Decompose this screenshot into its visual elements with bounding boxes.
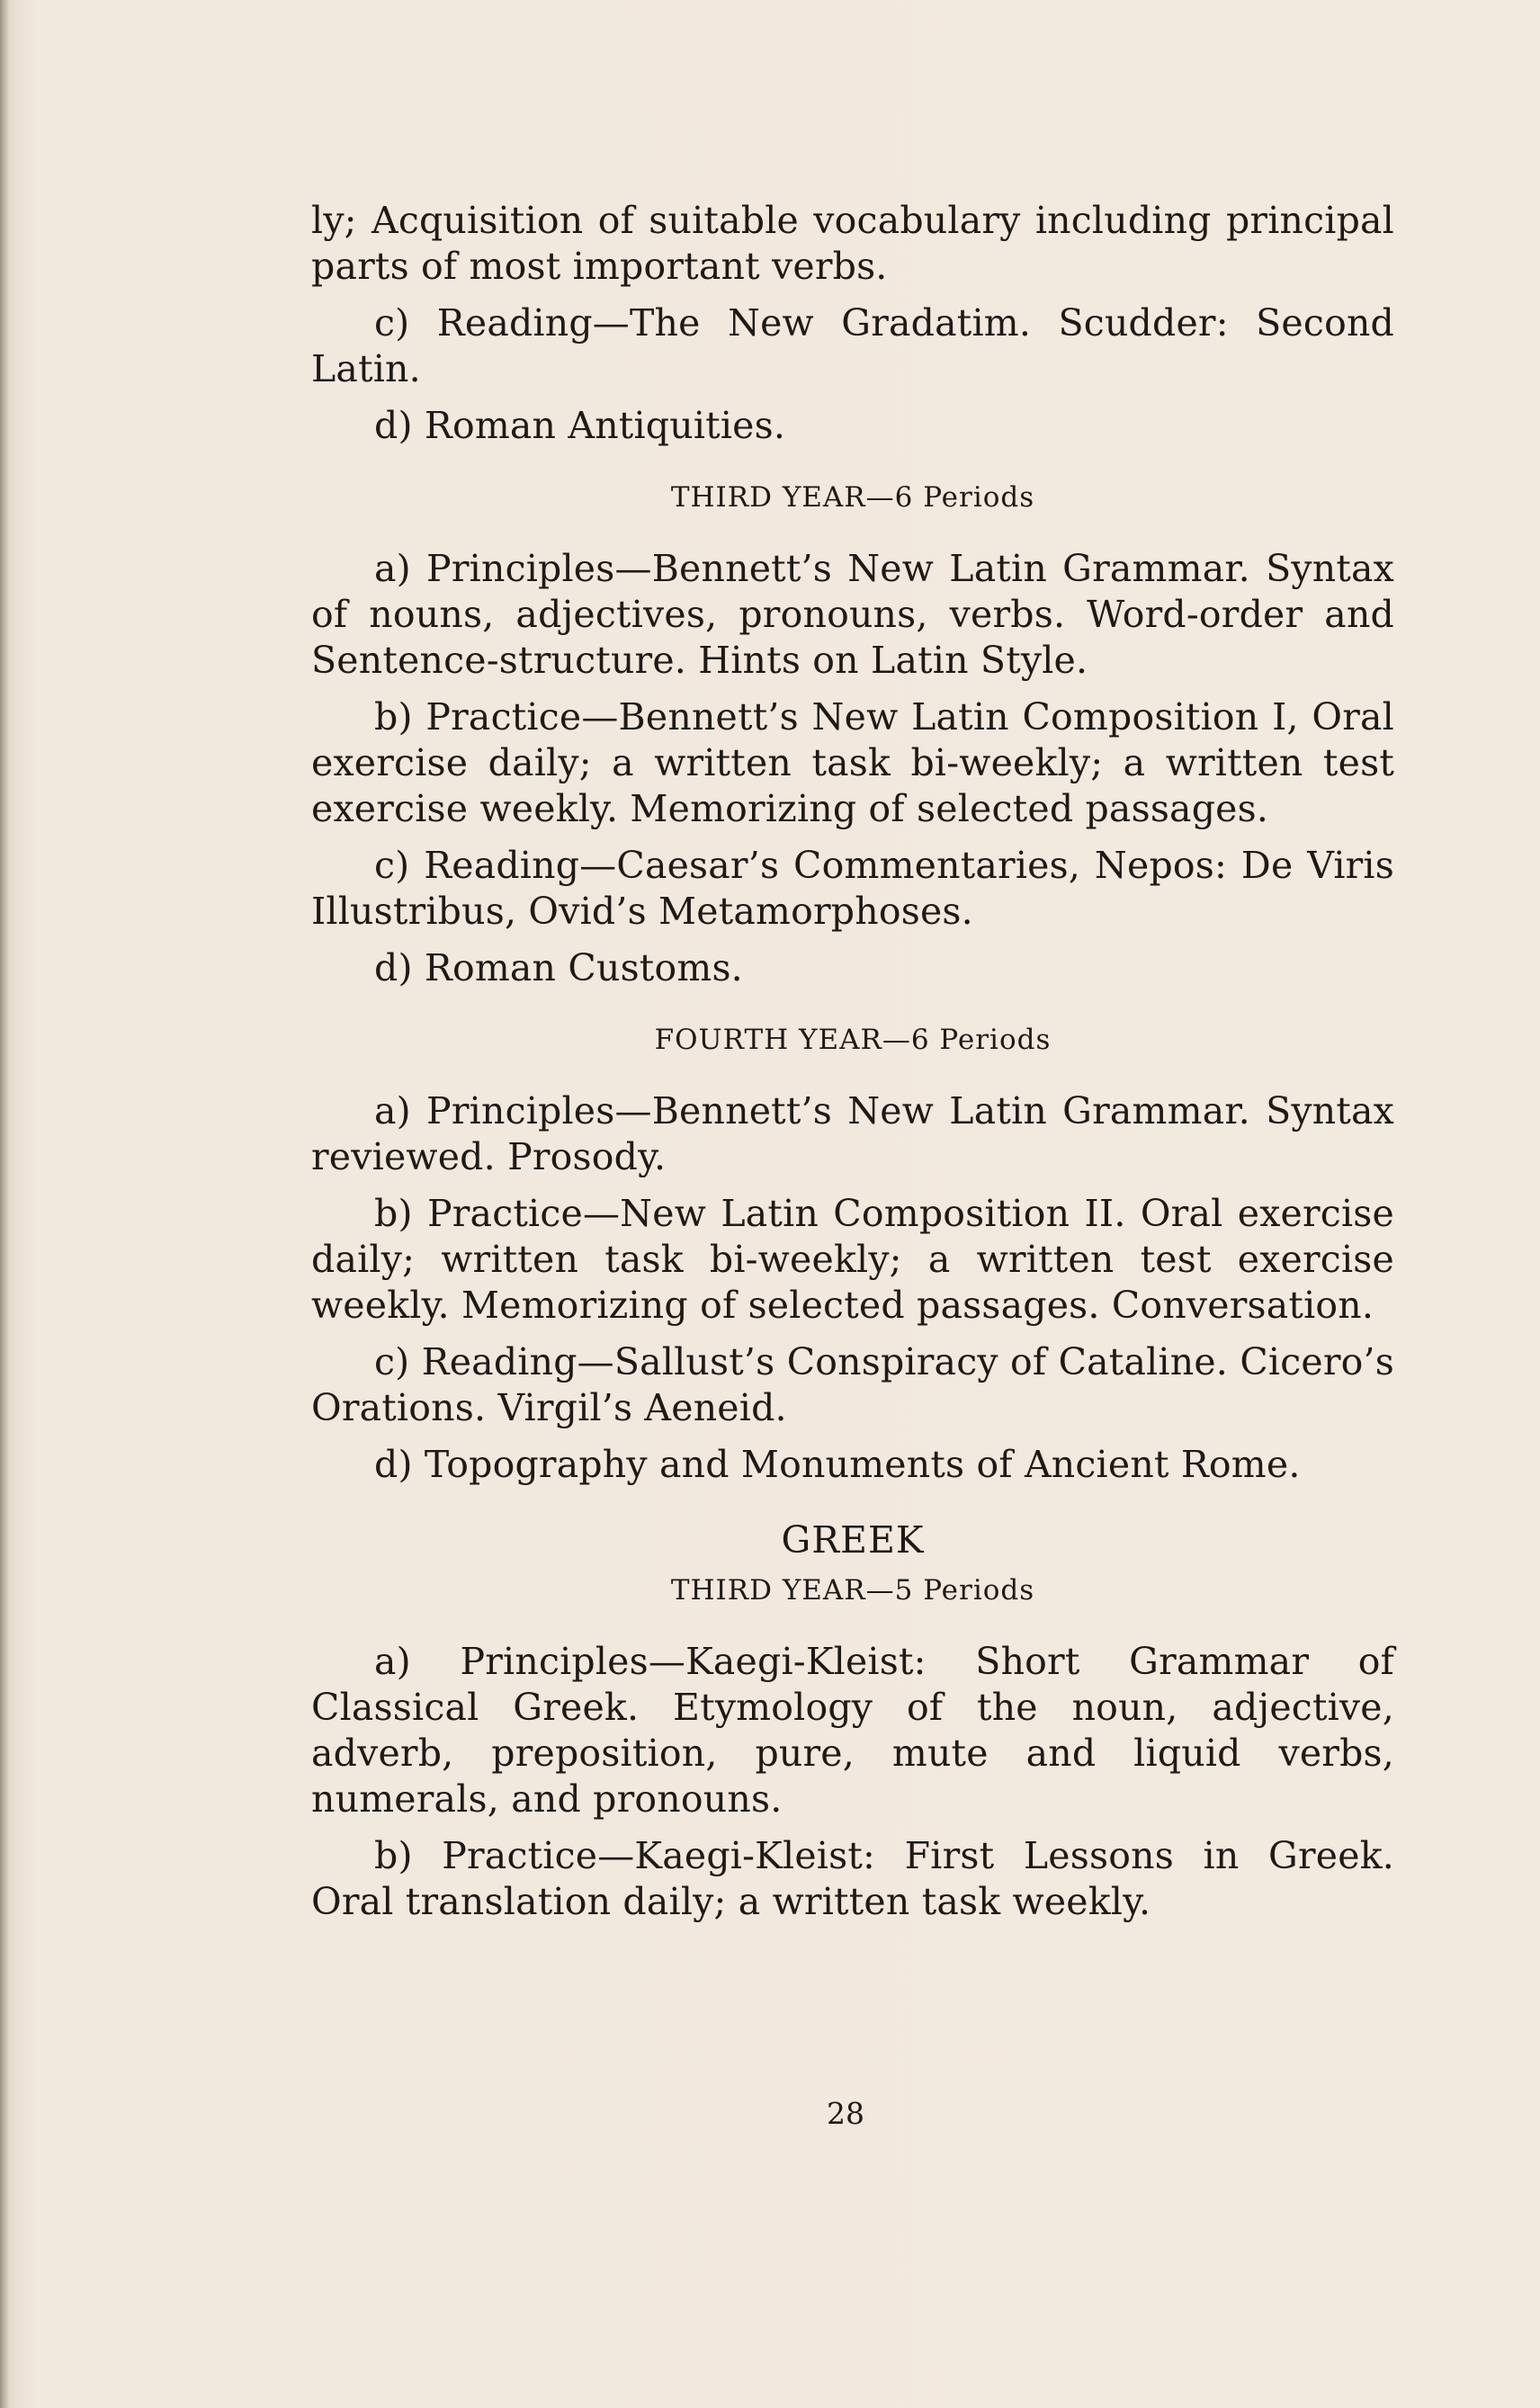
greek-section-title: GREEK: [781, 1518, 925, 1562]
intro-paragraph-3: d) Roman Antiquities.: [374, 404, 786, 447]
third-year-item-a: a) Principles—Bennett’s New Latin Grammar. Syntax of nouns, adjectives, pronouns, verbs. Word-order and Sentence-structure. Hints on Latin Style.: [311, 547, 1394, 682]
greek-third-year-heading: THIRD YEAR—5 Periods: [670, 1574, 1035, 1607]
binding-edge: [0, 0, 9, 2408]
third-year-heading: THIRD YEAR—6 Periods: [670, 481, 1035, 514]
fourth-year-heading: FOURTH YEAR—6 Periods: [654, 1024, 1052, 1056]
intro-paragraph-1: ly; Acquisition of suitable vocabulary including principal parts of most important verbs.: [311, 199, 1394, 288]
greek-item-a: a) Principles—Kaegi-Kleist: Short Grammar of Classical Greek. Etymology of the noun, adjective, adverb, preposition, pure, mute and liquid verbs, numerals, and pronouns.: [311, 1640, 1394, 1821]
fourth-year-item-b: b) Practice—New Latin Composition II. Oral exercise daily; written task bi-weekly; a written test exercise weekly. Memorizing of selected passages. Conversation.: [311, 1192, 1394, 1327]
fourth-year-item-a: a) Principles—Bennett’s New Latin Grammar. Syntax reviewed. Prosody.: [311, 1089, 1394, 1178]
greek-item-b: b) Practice—Kaegi-Kleist: First Lessons in Greek. Oral translation daily; a written task weekly.: [311, 1834, 1394, 1923]
page-number: 28: [827, 2096, 864, 2131]
fourth-year-item-d: d) Topography and Monuments of Ancient Rome.: [374, 1443, 1301, 1486]
third-year-item-d: d) Roman Customs.: [374, 946, 743, 989]
third-year-item-c: c) Reading—Caesar’s Commentaries, Nepos: De Viris Illustribus, Ovid’s Metamorphoses.: [311, 844, 1394, 933]
page-content: [311, 198, 1394, 1925]
third-year-item-b: b) Practice—Bennett’s New Latin Composition I, Oral exercise daily; a written task bi-weekly; a written test exercise weekly. Memorizing of selected passages.: [311, 695, 1394, 830]
intro-paragraph-2: c) Reading—The New Gradatim. Scudder: Second Latin.: [311, 301, 1394, 390]
fourth-year-item-c: c) Reading—Sallust’s Conspiracy of Cataline. Cicero’s Orations. Virgil’s Aeneid.: [311, 1340, 1394, 1429]
